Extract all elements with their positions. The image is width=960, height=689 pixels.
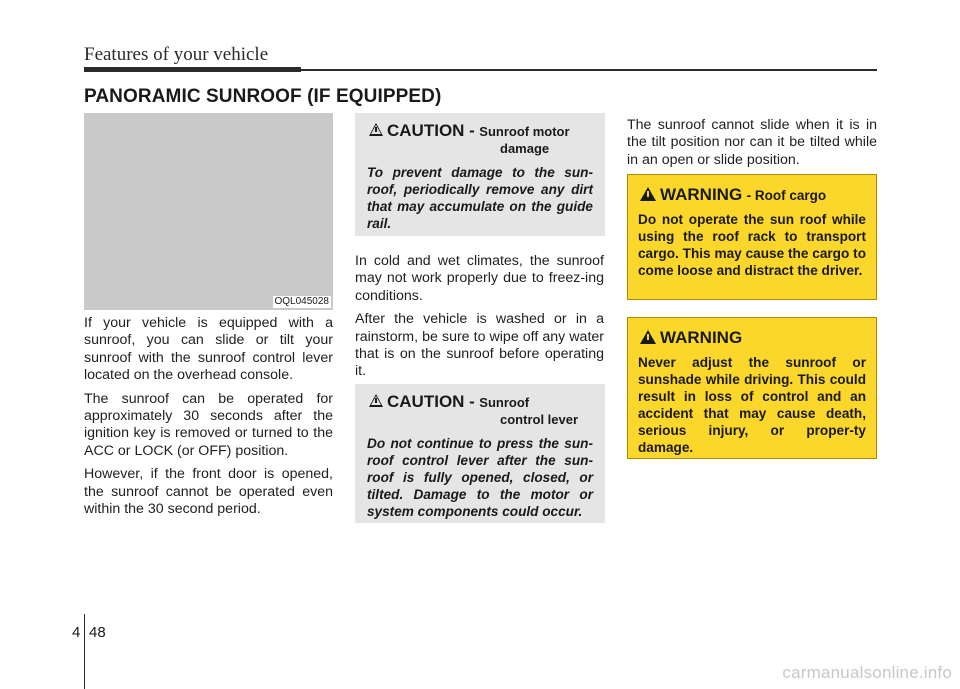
paragraph: The sunroof can be operated for approximately 30 seconds after the ignition key is removed or turned to the ACC or LOCK (or OFF) position.: [84, 390, 333, 459]
caution-label: CAUTION -: [387, 392, 475, 411]
warning-label: WARNING: [660, 328, 743, 347]
caution-label: CAUTION -: [387, 121, 475, 140]
paragraph: However, if the front door is opened, the sunroof cannot be operated even within the 30 second period.: [84, 466, 333, 518]
caution-subject-line2: damage: [500, 141, 550, 156]
warning-box-driving: [627, 317, 877, 459]
warning-box-roof-cargo: [627, 174, 877, 300]
chapter-number: 4: [72, 624, 81, 641]
section-title: PANORAMIC SUNROOF (IF EQUIPPED): [84, 86, 442, 107]
warning-heading: [638, 328, 866, 348]
caution-box-motor-damage: [355, 113, 605, 236]
warning-body: Do not operate the sun roof while using the roof rack to transport cargo. This may cause the cargo to come loose and distract the driver.: [638, 212, 866, 278]
caution-subject-line2: control lever: [500, 412, 579, 427]
column2-text: [355, 253, 604, 387]
photo-code: OQL045028: [274, 296, 329, 307]
caution-heading: [367, 392, 593, 427]
caution-triangle-icon: [369, 123, 383, 136]
caution-subject: Sunroof motor: [479, 124, 570, 139]
footer-divider: [84, 614, 85, 689]
header-title: Features of your vehicle: [84, 44, 269, 65]
caution-body: To prevent damage to the sun-roof, periodically remove any dirt that may accumulate on the guide rail.: [367, 165, 593, 231]
column3-text: [627, 117, 877, 175]
caution-triangle-icon: [369, 394, 383, 407]
caution-box-control-lever: [355, 384, 605, 523]
column1-text: [84, 315, 333, 524]
warning-body: Never adjust the sunroof or sunshade while driving. This could result in loss of control and an accident that may cause death, serious injury, or proper-ty damage.: [638, 355, 866, 455]
header-rule-thick: [84, 67, 301, 72]
caution-body: Do not continue to press the sun-roof control lever after the sun-roof is fully opened, closed, or tilted. Damage to the motor or system components could occur.: [367, 436, 593, 519]
header-rule-thin: [301, 69, 877, 71]
sunroof-photo: [84, 113, 333, 310]
warning-label: WARNING: [660, 185, 743, 204]
paragraph: After the vehicle is washed or in a rainstorm, be sure to wipe off any water that is on the sunroof before operating it.: [355, 311, 604, 380]
paragraph: In cold and wet climates, the sunroof may not work properly due to freez-ing conditions.: [355, 253, 604, 304]
caution-heading: [367, 121, 593, 156]
page-number: 48: [89, 624, 106, 641]
watermark: carmanualsonline.info: [782, 663, 952, 682]
paragraph: If your vehicle is equipped with a sunroof, you can slide or tilt your sunroof with the sunroof control lever located on the overhead console.: [84, 315, 333, 384]
warning-triangle-icon: [640, 330, 656, 344]
warning-subject: - Roof cargo: [746, 188, 827, 203]
paragraph: The sunroof cannot slide when it is in the tilt position nor can it be tilted while in an open or slide position.: [627, 117, 877, 168]
warning-heading: [638, 185, 866, 205]
warning-triangle-icon: [640, 187, 656, 201]
caution-subject: Sunroof: [479, 395, 530, 410]
